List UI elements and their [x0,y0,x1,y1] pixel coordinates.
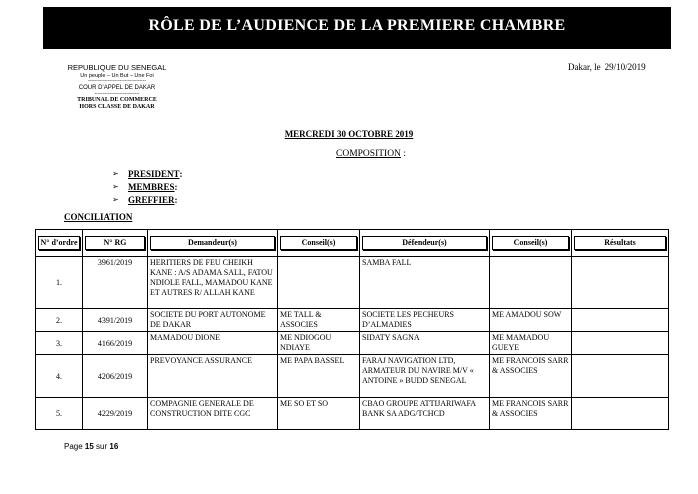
cell-conseil-demandeur: ME SO ET SO [278,398,360,430]
section-title-conciliation: CONCILIATION [64,212,133,222]
role-suffix: : [174,194,178,205]
role-label: PRESIDENT [128,168,180,179]
cell-ordre: 1. [36,257,83,309]
footer-current-page: 15 [84,442,94,451]
table-row [36,257,669,309]
cell-resultats [572,257,669,309]
cell-ordre: 2. [36,309,83,332]
table-row [36,332,669,355]
role-label: MEMBRES [128,181,175,192]
cell-conseil-defendeur: ME FRANCOIS SARR & ASSOCIES [490,355,572,398]
cell-demandeur: HERITIERS DE FEU CHEIKH KANE : A/S ADAMA SALL, FATOU NDIOLE FALL, MAMADOU KANE ET AUTRES R/ ALLAH KANE [148,257,278,309]
cell-rg: 4391/2019 [83,309,148,332]
cell-conseil-defendeur: ME MAMADOU GUEYE [490,332,572,355]
header-conseil2-label: Conseil(s) [492,236,569,250]
footer-prefix: Page [64,442,85,451]
date-value: 29/10/2019 [604,62,646,72]
header-resultats-label: Résultats [574,236,666,250]
cell-demandeur: COMPAGNIE GENERALE DE CONSTRUCTION DITE CGC [148,398,278,430]
table-row [36,398,669,430]
role-greffier [112,193,183,206]
cell-resultats [572,309,669,332]
cell-conseil-demandeur: ME TALL & ASSOCIES [278,309,360,332]
hearing-roll-table [35,229,669,430]
tribunal-name: TRIBUNAL DE COMMERCE [77,97,157,104]
cell-demandeur: PREVOYANCE ASSURANCE [148,355,278,398]
cell-conseil-demandeur [278,257,360,309]
cell-rg: 4166/2019 [83,332,148,355]
header-conseil-defendeur [490,230,572,257]
role-membres [112,180,183,193]
composition-suffix: : [400,149,406,159]
tribunal-class: HORS CLASSE DE DAKAR [79,104,155,111]
table-row [36,355,669,398]
hearing-day: MERCREDI 30 OCTOBRE 2019 [284,129,414,139]
table-header-row [36,230,669,257]
page-footer [64,442,118,451]
header-demandeur [148,230,278,257]
header-demandeur-label: Demandeur(s) [150,236,275,250]
cell-defendeur: SOCIETE LES PECHEURS D’ALMADIES [360,309,490,332]
cell-ordre: 4. [36,355,83,398]
arrow-bullet-icon: ➢ [112,169,119,178]
header-ordre-label: N° d’ordre [38,236,80,250]
header-conseil1-label: Conseil(s) [280,236,357,250]
composition-roles [112,167,183,206]
composition-title: COMPOSITION [336,149,401,159]
court-name: COUR D’APPEL DE DAKAR [78,84,156,91]
cell-ordre: 3. [36,332,83,355]
role-suffix: : [174,181,178,192]
composition-heading [336,149,406,159]
republic-name: REPUBLIQUE DU SENEGAL [67,63,167,72]
header-defendeur-label: Défendeur(s) [362,236,487,250]
page-banner-title: RÔLE DE L’AUDIENCE DE LA PREMIERE CHAMBRE [43,7,671,49]
header-resultats [572,230,669,257]
cell-rg: 4206/2019 [83,355,148,398]
separator-dashes: ----------------------------------- [87,78,147,84]
header-ordre [36,230,83,257]
national-motto: Un peuple – Un But – Une Foi [80,72,154,79]
cell-defendeur: SAMBA FALL [360,257,490,309]
cell-defendeur: SIDATY SAGNA [360,332,490,355]
separator-dashes-2: --------------------------- [94,91,140,97]
cell-resultats [572,332,669,355]
cell-demandeur: MAMADOU DIONE [148,332,278,355]
cell-defendeur: CBAO GROUPE ATTIJARIWAFA BANK SA ADG/TCHCD [360,398,490,430]
cell-resultats [572,355,669,398]
institution-header [62,64,172,111]
role-label: GREFFIER [128,194,175,205]
cell-ordre: 5. [36,398,83,430]
date-label: Dakar, le [568,62,601,72]
header-rg-label: N° RG [85,236,145,250]
cell-conseil-defendeur: ME FRANCOIS SARR & ASSOCIES [490,398,572,430]
cell-rg: 3961/2019 [83,257,148,309]
cell-defendeur: FARAJ NAVIGATION LTD, ARMATEUR DU NAVIRE M/V « ANTOINE » BUDD SENEGAL [360,355,490,398]
cell-resultats [572,398,669,430]
cell-conseil-demandeur: ME PAPA BASSEL [278,355,360,398]
arrow-bullet-icon: ➢ [112,195,119,204]
header-defendeur [360,230,490,257]
footer-middle: sur [93,442,110,451]
role-suffix: : [179,168,183,179]
cell-conseil-defendeur [490,257,572,309]
cell-demandeur: SOCIETE DU PORT AUTONOME DE DAKAR [148,309,278,332]
arrow-bullet-icon: ➢ [112,182,119,191]
header-rg [83,230,148,257]
role-president [112,167,183,180]
table-row [36,309,669,332]
cell-rg: 4229/2019 [83,398,148,430]
cell-conseil-defendeur: ME AMADOU SOW [490,309,572,332]
cell-conseil-demandeur: ME NDIOGOU NDIAYE [278,332,360,355]
document-date [568,62,646,72]
footer-total-pages: 16 [109,442,119,451]
header-conseil-demandeur [278,230,360,257]
